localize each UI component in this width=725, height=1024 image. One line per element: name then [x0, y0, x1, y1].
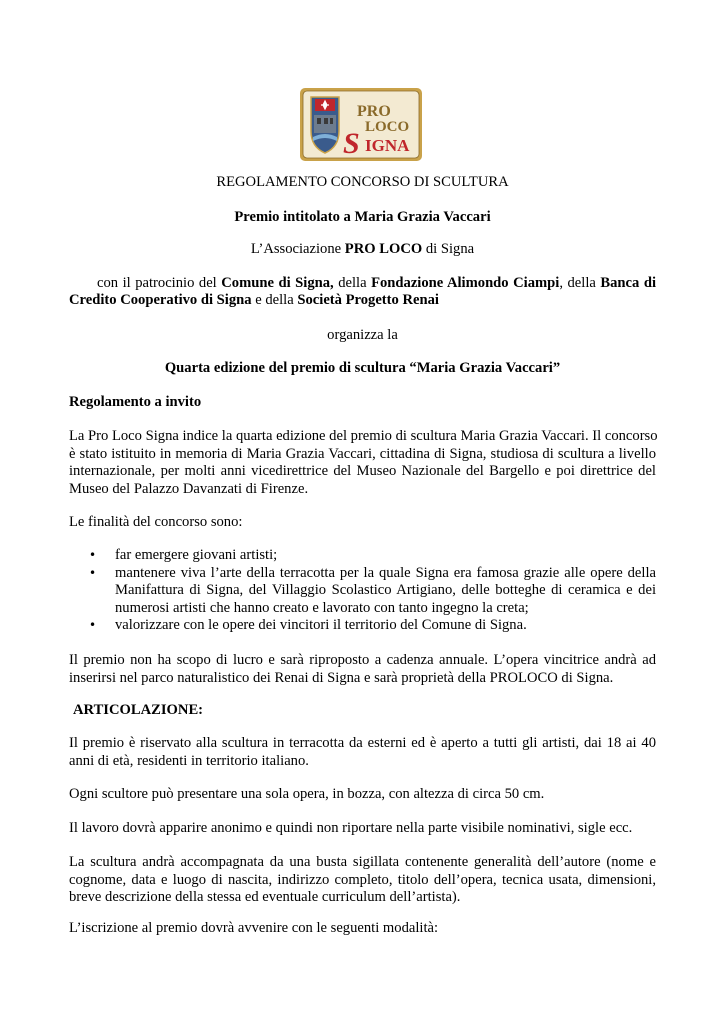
- patrocinio-line-2: Credito Cooperativo di Signa e della Società Progetto Renai: [69, 292, 439, 308]
- paragraph-line: La Pro Loco Signa indice la quarta edizione del premio di scultura Maria Grazia Vaccari. Il concorso: [69, 428, 658, 444]
- regolamento-heading: Regolamento a invito: [69, 394, 202, 410]
- paragraph-line: La scultura andrà accompagnata da una busta sigillata contenente generalità dell’autore (nome e: [69, 854, 656, 870]
- paragraph-line: anni di età, residenti in territorio italiano.: [69, 752, 309, 769]
- riservato-paragraph: [69, 735, 656, 770]
- paragraph-line: breve descrizione della stessa ed eventuale curriculum dell’artista).: [69, 889, 461, 905]
- bullet-icon: •: [89, 565, 97, 580]
- paragraph-line: Il premio non ha scopo di lucro e sarà riproposto a cadenza annuale. L’opera vincitrice andrà ad: [69, 652, 656, 668]
- bullet-icon: •: [89, 548, 97, 562]
- articolazione-heading: ARTICOLAZIONE:: [73, 702, 204, 718]
- associazione-line: L’Associazione PRO LOCO di Signa: [250, 241, 475, 257]
- paragraph-line: cognome, data e luogo di nascita, indirizzo completo, titolo dell’opera, tecnica usata, dimensioni,: [69, 871, 656, 888]
- opera-paragraph: Ogni scultore può presentare una sola opera, in bozza, con altezza di circa 50 cm.: [69, 786, 545, 802]
- busta-paragraph: [69, 854, 656, 907]
- paragraph-line: è stato istituito in memoria di Maria Grazia Vaccari, cittadina di Signa, studiosa di scultura a livello: [69, 445, 656, 462]
- paragraph-line: internazionale, per molti anni vicedirettrice del Museo Nazionale del Bargello e poi direttrice del: [69, 463, 656, 479]
- patrocinio-line-1: con il patrocinio del Comune di Signa, della Fondazione Alimondo Ciampi, della Banca di: [97, 275, 656, 291]
- svg-text:S: S: [343, 127, 360, 160]
- iscrizione-paragraph: L’iscrizione al premio dovrà avvenire con le seguenti modalità:: [69, 920, 439, 936]
- list-item: • valorizzare con le opere dei vincitori il territorio del Comune di Signa.: [89, 617, 527, 633]
- intro-paragraph: [69, 428, 656, 498]
- lucro-paragraph: [69, 652, 656, 687]
- finalita-list: [69, 547, 656, 635]
- svg-text:IGNA: IGNA: [365, 136, 410, 155]
- list-item: • far emergere giovani artisti;: [89, 547, 278, 563]
- bullet-icon: •: [89, 618, 97, 632]
- document-title: REGOLAMENTO CONCORSO DI SCULTURA: [216, 174, 509, 190]
- svg-text:LOCO: LOCO: [365, 119, 410, 135]
- paragraph-line: Il premio è riservato alla scultura in terracotta da esterni ed è aperto a tutti gli artisti, dai 18 ai 40: [69, 735, 656, 751]
- finalita-heading: Le finalità del concorso sono:: [69, 514, 243, 530]
- pro-loco-signa-logo: [299, 87, 423, 162]
- premio-subtitle: Premio intitolato a Maria Grazia Vaccari: [234, 209, 491, 225]
- paragraph-line: inserirsi nel parco naturalistico dei Renai di Signa e sarà proprietà della PROLOCO di Signa.: [69, 669, 614, 686]
- edizione-title: Quarta edizione del premio di scultura “Maria Grazia Vaccari”: [164, 360, 561, 376]
- list-item: • mantenere viva l’arte della terracotta per la quale Signa era famosa grazie alle opere della Manifattura di Signa, del Villaggio Scolastico Artigiano, delle botteghe di ceramica e dei numerosi artisti che hanno creato e lavorato con tanto ingegno la creta;: [89, 564, 656, 616]
- anonimo-paragraph: Il lavoro dovrà apparire anonimo e quindi non riportare nella parte visibile nominativi, sigle ecc.: [69, 820, 633, 836]
- paragraph-line: Museo del Palazzo Davanzati di Firenze.: [69, 480, 309, 497]
- organizza-line: organizza la: [327, 327, 398, 343]
- svg-text:PRO: PRO: [357, 103, 391, 120]
